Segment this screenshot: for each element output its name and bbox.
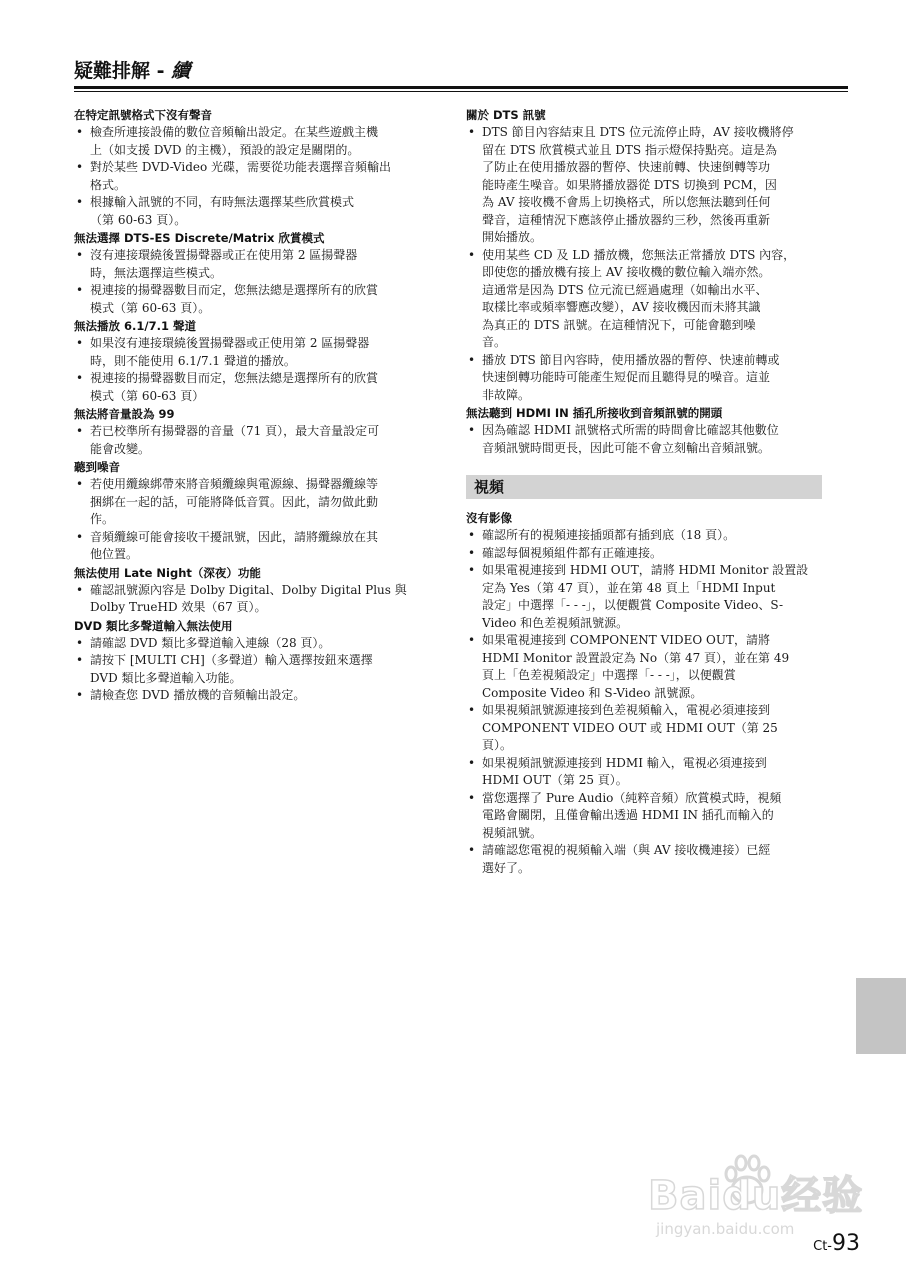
bullet-item: • 確認所有的視頻連接插頭都有插到底（18 頁）。 [466, 527, 826, 545]
page-number-value: 93 [832, 1231, 860, 1256]
bullet-item: • 如果電視連接到 COMPONENT VIDEO OUT，請將 HDMI Monitor 設置設定為 No（第 47 頁），並在第 49 頁上「色差視頻設定」中選擇「- - -」，以便觀賞 Composite Video 和 S-Video 訊號源。 [466, 632, 826, 702]
section-heading: 聽到噪音 [74, 460, 120, 474]
left-column [74, 106, 434, 705]
bullet-item: • 視連接的揚聲器數目而定，您無法總是選擇所有的欣賞 模式（第 60-63 頁）。 [74, 282, 434, 317]
section-heading: 無法選擇 DTS-ES Discrete/Matrix 欣賞模式 [74, 231, 325, 245]
bullet-item: • 視連接的揚聲器數目而定，您無法總是選擇所有的欣賞 模式（第 60-63 頁） [74, 370, 434, 405]
bullet-item: • 如果沒有連接環繞後置揚聲器或正使用第 2 區揚聲器 時，則不能使用 6.1/7.1 聲道的播放。 [74, 335, 434, 370]
page-title [74, 58, 190, 84]
header-rule [74, 86, 848, 89]
bullet-item: • 請按下 [MULTI CH]（多聲道）輸入選擇按鈕來選擇 DVD 類比多聲道輸入功能。 [74, 652, 434, 687]
section-heading: 沒有影像 [466, 511, 512, 525]
bullet-item: • 使用某些 CD 及 LD 播放機，您無法正常播放 DTS 內容， 即使您的播放機有接上 AV 接收機的數位輸入端亦然。 這通常是因為 DTS 位元流已經過處理（如輸出水平、 取樣比率或頻率響應改變），AV 接收機因而未將其識 為真正的 DTS 訊號。在這種情況下，可能會聽到噪 音。 [466, 247, 826, 352]
page-title-suffix: 續 [171, 60, 191, 82]
chapter-side-tab [856, 978, 906, 1054]
bullet-item: • 請檢查您 DVD 播放機的音頻輸出設定。 [74, 687, 434, 705]
right-column-bottom [466, 509, 826, 877]
section-heading: 關於 DTS 訊號 [466, 108, 546, 122]
bullet-item: • 如果電視連接到 HDMI OUT，請將 HDMI Monitor 設置設 定為 Yes（第 47 頁），並在第 48 頁上「HDMI Input 設定」中選擇「- - -」，以便觀賞 Composite Video、S- Video 和色差視頻訊號源。 [466, 562, 826, 632]
page-header [74, 58, 848, 92]
section-heading: 無法使用 Late Night（深夜）功能 [74, 565, 261, 580]
section-heading: 無法將音量設為 99 [74, 407, 175, 421]
bullet-item: • 根據輸入訊號的不同，有時無法選擇某些欣賞模式 （第 60-63 頁）。 [74, 194, 434, 229]
header-rule-thin [74, 91, 848, 92]
bullet-item: • 當您選擇了 Pure Audio（純粹音頻）欣賞模式時，視頻 電路會關閉，且僅會輸出透過 HDMI IN 插孔而輸入的 視頻訊號。 [466, 790, 826, 843]
section-heading: 在特定訊號格式下沒有聲音 [74, 108, 212, 122]
section-heading: 無法聽到 HDMI IN 插孔所接收到音頻訊號的開頭 [466, 406, 723, 420]
watermark-url: jingyan.baidu.com [656, 1220, 795, 1238]
bullet-item: • 音頻纜線可能會接收干擾訊號，因此，請將纜線放在其 他位置。 [74, 529, 434, 564]
bullet-item: • 沒有連接環繞後置揚聲器或正在使用第 2 區揚聲器 時，無法選擇這些模式。 [74, 247, 434, 282]
bullet-item: • 若使用纜線綁帶來將音頻纜線與電源線、揚聲器纜線等 捆綁在一起的話，可能將降低音質。因此，請勿做此動 作。 [74, 476, 434, 529]
page-number [813, 1231, 860, 1256]
page-title-main: 疑難排解 - [74, 60, 172, 82]
bullet-item: • 確認每個視頻組件都有正確連接。 [466, 545, 826, 563]
bullet-item: • 播放 DTS 節目內容時，使用播放器的暫停、快速前轉或 快速倒轉功能時可能產生短促而且聽得見的噪音。這並 非故障。 [466, 352, 826, 405]
section-heading: DVD 類比多聲道輸入無法使用 [74, 618, 233, 633]
bullet-item: • 請確認 DVD 類比多聲道輸入連線（28 頁）。 [74, 635, 434, 653]
page-number-prefix: Ct- [813, 1239, 832, 1254]
right-column-top [466, 106, 826, 457]
video-section-band: 視頻 [466, 475, 822, 499]
right-column [466, 106, 826, 877]
section-heading: 無法播放 6.1/7.1 聲道 [74, 319, 196, 333]
bullet-item: • 確認訊號源內容是 Dolby Digital、Dolby Digital Plus 與 Dolby TrueHD 效果（67 頁）。 [74, 582, 434, 617]
bullet-item: • 請確認您電視的視頻輸入端（與 AV 接收機連接）已經 選好了。 [466, 842, 826, 877]
bullet-item: • 檢查所連接設備的數位音頻輸出設定。在某些遊戲主機 上（如支援 DVD 的主機），預設的設定是關閉的。 [74, 124, 434, 159]
bullet-item: • 因為確認 HDMI 訊號格式所需的時間會比確認其他數位 音頻訊號時間更長，因此可能不會立刻輸出音頻訊號。 [466, 422, 826, 457]
bullet-item: • 如果視頻訊號源連接到 HDMI 輸入，電視必須連接到 HDMI OUT（第 25 頁）。 [466, 755, 826, 790]
bullet-item: • 對於某些 DVD-Video 光碟，需要從功能表選擇音頻輸出 格式。 [74, 159, 434, 194]
bullet-item: • DTS 節目內容結束且 DTS 位元流停止時，AV 接收機將停 留在 DTS 欣賞模式並且 DTS 指示燈保持點亮。這是為 了防止在使用播放器的暫停、快速前轉、快速倒轉等功 能時產生噪音。如果將播放器從 DTS 切換到 PCM，因 為 AV 接收機不會馬上切換格式，所以您無法聽到任何 聲音，這種情況下應該停止播放器約三秒，然後再重新 開始播放。 [466, 124, 826, 247]
bullet-item: • 如果視頻訊號源連接到色差視頻輸入，電視必須連接到 COMPONENT VIDEO OUT 或 HDMI OUT（第 25 頁）。 [466, 702, 826, 755]
watermark-brand: Baidu经验 [648, 1173, 864, 1219]
bullet-item: • 若已校準所有揚聲器的音量（71 頁），最大音量設定可 能會改變。 [74, 423, 434, 458]
